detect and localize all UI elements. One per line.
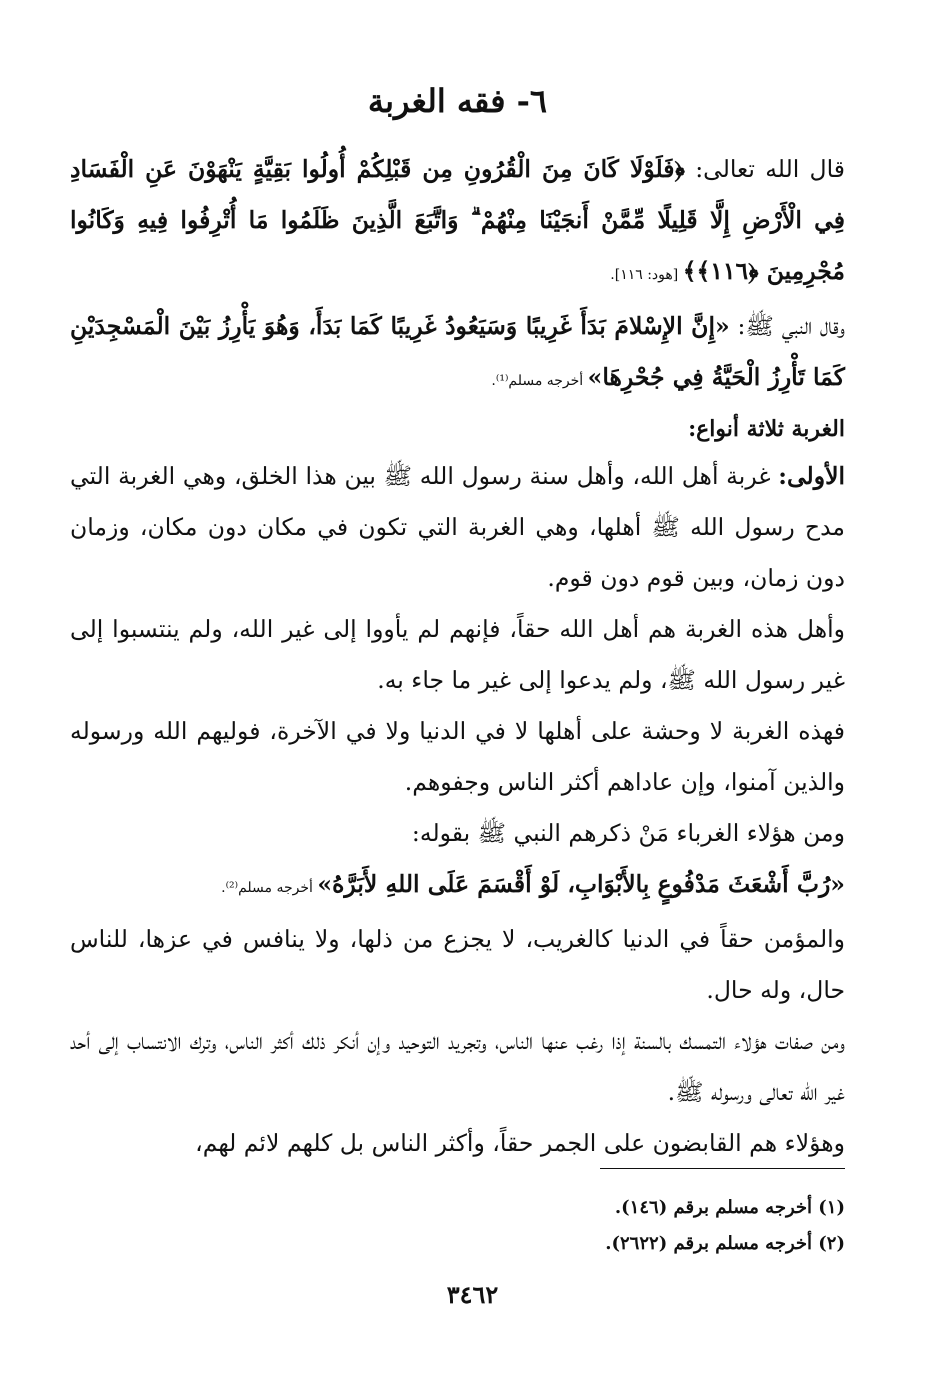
paragraph-hadith-1 <box>70 301 845 407</box>
paragraph-9: ومن صفات هؤلاء التمسك بالسنة إذا رغب عنها الناس، وتجريد التوحيد وإن أنكر ذلك أكثر الناس، وترك الانتساب إلى أحد غير الله تعالى ورسوله ﷺ. <box>70 1027 845 1106</box>
paragraph-hadith-2 <box>70 859 845 914</box>
hadith-reference: أخرجه مسلم⁽¹⁾. <box>491 373 588 389</box>
page-number: ٣٤٦٢ <box>446 1280 499 1309</box>
paragraph-verse <box>70 144 845 301</box>
section-heading: الغربة ثلاثة أنواع: <box>688 416 845 442</box>
paragraph-8: والمؤمن حقاً في الدنيا كالغريب، لا يجزع من ذلها، ولا ينافس في عزها، للناس حال، وله حال. <box>70 925 845 1004</box>
footnote-divider <box>600 1168 845 1169</box>
footnote-2: (٢) أخرجه مسلم برقم (٢٦٢٢). <box>605 1233 845 1254</box>
first-type-label: الأولى: <box>778 462 845 490</box>
verse-reference: [هود: ١١٦]. <box>610 267 683 283</box>
paragraph-4: وأهل هذه الغربة هم أهل الله حقاً، فإنهم لم يأووا إلى غير الله، ولم ينتسبوا إلى غير رسول الله ﷺ، ولم يدعوا إلى غير ما جاء به. <box>70 615 845 694</box>
hadith-intro: وقال النبي ﷺ: <box>729 312 845 340</box>
paragraph-10: وهؤلاء هم القابضون على الجمر حقاً، وأكثر الناس بل كلهم لائم لهم، <box>195 1129 845 1157</box>
first-type-text: غربة أهل الله، وأهل سنة رسول الله ﷺ بين هذا الخلق، وهي الغربة التي مدح رسول الله ﷺ أهلها، وهي الغربة التي تكون في مكان دون مكان، وزمان دون زمان، وبين قوم دون قوم. <box>70 462 845 592</box>
hadith-text-2: «رُبَّ أَشْعَثَ مَدْفُوعٍ بِالأَبْوَابِ، لَوْ أَقْسَمَ عَلَى اللهِ لأَبَرَّهُ» <box>317 870 845 898</box>
chapter-title: ٦- فقه الغربة <box>367 82 548 120</box>
hadith-text: «إِنَّ الإِسْلامَ بَدَأَ غَرِيبًا وَسَيَعُودُ غَرِيبًا كَمَا بَدَأَ، وَهُوَ يَأْرِزُ بَيْنَ الْمَسْجِدَيْنِ كَمَا تَأْرِزُ الْحَيَّةُ فِي جُحْرِهَا» <box>70 312 845 391</box>
quran-verse: ﴿فَلَوْلَا كَانَ مِنَ الْقُرُونِ مِن قَبْلِكُمْ أُولُوا بَقِيَّةٍ يَنْهَوْنَ عَنِ الْفَسَادِ فِي الْأَرْضِ إِلَّا قَلِيلًا مِّمَّنْ أَنجَيْنَا مِنْهُمْ ۗ وَاتَّبَعَ الَّذِينَ ظَلَمُوا مَا أُتْرِفُوا فِيهِ وَكَانُوا مُجْرِمِينَ ﴿١١٦﴾﴾ <box>70 155 845 285</box>
hadith-reference-2: أخرجه مسلم⁽²⁾. <box>221 880 318 896</box>
paragraph-first-type <box>70 451 845 604</box>
verse-intro: قال الله تعالى: <box>684 155 845 183</box>
page-body <box>70 70 845 1169</box>
footnote-1: (١) أخرجه مسلم برقم (١٤٦). <box>614 1197 845 1218</box>
footnotes <box>70 1190 845 1262</box>
paragraph-6: ومن هؤلاء الغرباء مَنْ ذكرهم النبي ﷺ بقوله: <box>411 819 845 847</box>
paragraph-5: فهذه الغربة لا وحشة على أهلها لا في الدنيا ولا في الآخرة، فوليهم الله ورسوله والذين آمنوا، وإن عاداهم أكثر الناس وجفوهم. <box>70 717 845 796</box>
